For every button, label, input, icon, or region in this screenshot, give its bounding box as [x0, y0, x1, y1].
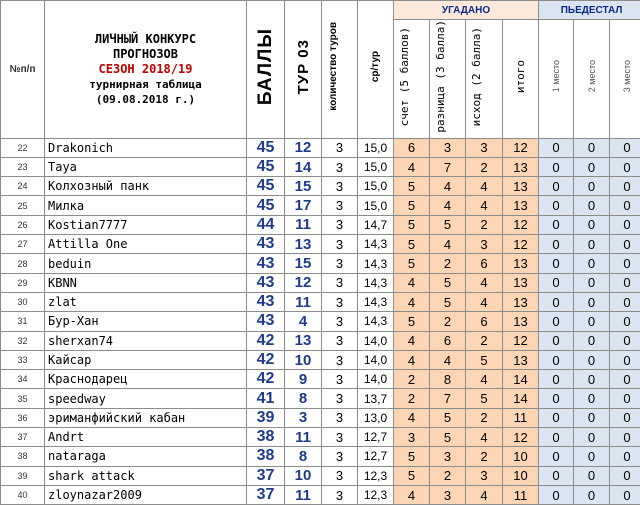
diff-guessed: 5	[430, 408, 466, 427]
player-name: Drakonich	[45, 138, 247, 157]
tour-points: 15	[285, 177, 322, 196]
outcome-guessed: 4	[466, 428, 503, 447]
table-row	[1, 292, 640, 311]
place-1-count: 0	[539, 177, 574, 196]
tour-points: 11	[285, 485, 322, 504]
header-tour: ТУР 03	[285, 1, 322, 139]
points: 38	[247, 447, 285, 466]
points: 37	[247, 485, 285, 504]
player-name: KBNN	[45, 273, 247, 292]
diff-guessed: 4	[430, 350, 466, 369]
row-num: 40	[1, 485, 45, 504]
total-guessed: 12	[503, 235, 539, 254]
avg-per-tour: 15,0	[358, 157, 394, 176]
place-2-count: 0	[574, 485, 610, 504]
outcome-guessed: 4	[466, 177, 503, 196]
podium-group-header: ПЬЕДЕСТАЛ	[539, 1, 640, 20]
row-num: 34	[1, 370, 45, 389]
player-name: Andrt	[45, 428, 247, 447]
table-row	[1, 157, 640, 176]
player-name: zloynazar2009	[45, 485, 247, 504]
diff-guessed: 8	[430, 370, 466, 389]
place-2-count: 0	[574, 235, 610, 254]
table-row	[1, 215, 640, 234]
place-1-count: 0	[539, 138, 574, 157]
place-3-count: 0	[610, 196, 640, 215]
place-2-count: 0	[574, 196, 610, 215]
outcome-guessed: 5	[466, 389, 503, 408]
table-row	[1, 196, 640, 215]
points: 42	[247, 331, 285, 350]
row-num: 28	[1, 254, 45, 273]
place-3-count: 0	[610, 215, 640, 234]
tour-points: 10	[285, 350, 322, 369]
score-guessed: 5	[394, 177, 430, 196]
diff-guessed: 5	[430, 273, 466, 292]
diff-guessed: 5	[430, 428, 466, 447]
avg-per-tour: 14,0	[358, 370, 394, 389]
row-num: 29	[1, 273, 45, 292]
place-2-count: 0	[574, 389, 610, 408]
tours-count: 3	[322, 350, 358, 369]
avg-per-tour: 15,0	[358, 196, 394, 215]
avg-per-tour: 14,7	[358, 215, 394, 234]
tour-points: 11	[285, 428, 322, 447]
title-line-2: ПРОГНОЗОВ	[45, 47, 246, 62]
diff-guessed: 2	[430, 466, 466, 485]
total-guessed: 13	[503, 177, 539, 196]
row-num: 32	[1, 331, 45, 350]
avg-per-tour: 14,3	[358, 292, 394, 311]
tour-points: 17	[285, 196, 322, 215]
points: 37	[247, 466, 285, 485]
outcome-guessed: 2	[466, 215, 503, 234]
place-1-count: 0	[539, 215, 574, 234]
points: 45	[247, 157, 285, 176]
table-row	[1, 466, 640, 485]
player-name: sherxan74	[45, 331, 247, 350]
total-guessed: 13	[503, 312, 539, 331]
points: 44	[247, 215, 285, 234]
points: 45	[247, 196, 285, 215]
total-guessed: 13	[503, 157, 539, 176]
diff-guessed: 4	[430, 196, 466, 215]
tours-count: 3	[322, 215, 358, 234]
place-3-count: 0	[610, 138, 640, 157]
player-name: shark attack	[45, 466, 247, 485]
points: 43	[247, 235, 285, 254]
place-2-count: 0	[574, 312, 610, 331]
outcome-guessed: 2	[466, 157, 503, 176]
outcome-guessed: 4	[466, 273, 503, 292]
tours-count: 3	[322, 177, 358, 196]
place-1-count: 0	[539, 273, 574, 292]
place-3-count: 0	[610, 312, 640, 331]
outcome-guessed: 3	[466, 235, 503, 254]
diff-guessed: 7	[430, 157, 466, 176]
tour-points: 10	[285, 466, 322, 485]
table-row	[1, 254, 640, 273]
place-2-count: 0	[574, 466, 610, 485]
place-3-count: 0	[610, 408, 640, 427]
place-3-count: 0	[610, 157, 640, 176]
avg-per-tour: 14,0	[358, 350, 394, 369]
header-place-3: 3 место	[610, 20, 640, 139]
score-guessed: 5	[394, 196, 430, 215]
score-guessed: 4	[394, 331, 430, 350]
place-3-count: 0	[610, 447, 640, 466]
avg-per-tour: 12,7	[358, 428, 394, 447]
place-2-count: 0	[574, 447, 610, 466]
tour-points: 12	[285, 138, 322, 157]
diff-guessed: 3	[430, 485, 466, 504]
place-3-count: 0	[610, 254, 640, 273]
row-num: 38	[1, 447, 45, 466]
score-guessed: 5	[394, 235, 430, 254]
player-name: Милка	[45, 196, 247, 215]
tours-count: 3	[322, 370, 358, 389]
outcome-guessed: 4	[466, 196, 503, 215]
header-place-1: 1 место	[539, 20, 574, 139]
place-3-count: 0	[610, 466, 640, 485]
score-guessed: 4	[394, 408, 430, 427]
player-name: speedway	[45, 389, 247, 408]
row-num: 36	[1, 408, 45, 427]
points: 43	[247, 273, 285, 292]
total-guessed: 10	[503, 447, 539, 466]
row-num: 31	[1, 312, 45, 331]
season-label: СЕЗОН 2018/19	[45, 62, 246, 77]
tour-points: 13	[285, 331, 322, 350]
place-2-count: 0	[574, 428, 610, 447]
points: 43	[247, 292, 285, 311]
total-guessed: 13	[503, 273, 539, 292]
outcome-guessed: 2	[466, 408, 503, 427]
score-guessed: 5	[394, 215, 430, 234]
place-2-count: 0	[574, 292, 610, 311]
player-name: Кайсар	[45, 350, 247, 369]
tour-points: 15	[285, 254, 322, 273]
place-2-count: 0	[574, 254, 610, 273]
player-name: Kostian7777	[45, 215, 247, 234]
date-label: (09.08.2018 г.)	[45, 92, 246, 107]
place-1-count: 0	[539, 350, 574, 369]
avg-per-tour: 13,0	[358, 408, 394, 427]
header-total: итого	[503, 20, 539, 139]
points: 42	[247, 370, 285, 389]
points: 39	[247, 408, 285, 427]
place-1-count: 0	[539, 447, 574, 466]
tours-count: 3	[322, 254, 358, 273]
total-guessed: 14	[503, 370, 539, 389]
outcome-guessed: 3	[466, 138, 503, 157]
tours-count: 3	[322, 466, 358, 485]
outcome-guessed: 2	[466, 447, 503, 466]
header-outcome: исход (2 балла)	[466, 20, 503, 139]
table-row	[1, 389, 640, 408]
tours-count: 3	[322, 428, 358, 447]
avg-per-tour: 14,3	[358, 312, 394, 331]
place-3-count: 0	[610, 370, 640, 389]
total-guessed: 13	[503, 254, 539, 273]
avg-per-tour: 15,0	[358, 138, 394, 157]
row-num: 22	[1, 138, 45, 157]
place-2-count: 0	[574, 273, 610, 292]
player-name: Attilla One	[45, 235, 247, 254]
player-name: Краснодарец	[45, 370, 247, 389]
place-3-count: 0	[610, 177, 640, 196]
place-3-count: 0	[610, 292, 640, 311]
place-1-count: 0	[539, 485, 574, 504]
row-num: 30	[1, 292, 45, 311]
avg-per-tour: 14,3	[358, 273, 394, 292]
place-1-count: 0	[539, 331, 574, 350]
row-num: 26	[1, 215, 45, 234]
score-guessed: 4	[394, 292, 430, 311]
outcome-guessed: 3	[466, 466, 503, 485]
total-guessed: 11	[503, 408, 539, 427]
avg-per-tour: 13,7	[358, 389, 394, 408]
points: 45	[247, 138, 285, 157]
standings-body	[1, 138, 640, 505]
total-guessed: 12	[503, 428, 539, 447]
tours-count: 3	[322, 389, 358, 408]
table-row	[1, 273, 640, 292]
row-num: 25	[1, 196, 45, 215]
points: 43	[247, 254, 285, 273]
place-1-count: 0	[539, 408, 574, 427]
place-1-count: 0	[539, 312, 574, 331]
place-1-count: 0	[539, 254, 574, 273]
row-num: 35	[1, 389, 45, 408]
table-row	[1, 235, 640, 254]
tours-count: 3	[322, 312, 358, 331]
subtitle: турнирная таблица	[45, 77, 246, 92]
tours-count: 3	[322, 408, 358, 427]
header-points: БАЛЛЫ	[247, 1, 285, 139]
outcome-guessed: 4	[466, 292, 503, 311]
row-num: 39	[1, 466, 45, 485]
outcome-guessed: 2	[466, 331, 503, 350]
avg-per-tour: 14,3	[358, 235, 394, 254]
header-avg: ср/тур	[358, 1, 394, 139]
tours-count: 3	[322, 196, 358, 215]
points: 45	[247, 177, 285, 196]
table-row	[1, 370, 640, 389]
avg-per-tour: 14,3	[358, 254, 394, 273]
outcome-guessed: 5	[466, 350, 503, 369]
outcome-guessed: 6	[466, 312, 503, 331]
tours-count: 3	[322, 485, 358, 504]
diff-guessed: 7	[430, 389, 466, 408]
tours-count: 3	[322, 292, 358, 311]
table-row	[1, 312, 640, 331]
total-guessed: 11	[503, 485, 539, 504]
header-place-2: 2 место	[574, 20, 610, 139]
total-guessed: 12	[503, 215, 539, 234]
tours-count: 3	[322, 273, 358, 292]
header-diff: разница (3 балла)	[430, 20, 466, 139]
place-3-count: 0	[610, 331, 640, 350]
tour-points: 14	[285, 157, 322, 176]
avg-per-tour: 14,0	[358, 331, 394, 350]
place-1-count: 0	[539, 389, 574, 408]
place-2-count: 0	[574, 408, 610, 427]
row-num: 37	[1, 428, 45, 447]
place-1-count: 0	[539, 370, 574, 389]
player-name: nataraga	[45, 447, 247, 466]
place-2-count: 0	[574, 215, 610, 234]
row-num: 33	[1, 350, 45, 369]
tours-count: 3	[322, 157, 358, 176]
diff-guessed: 4	[430, 235, 466, 254]
diff-guessed: 3	[430, 447, 466, 466]
tour-points: 8	[285, 447, 322, 466]
guessed-group-header: УГАДАНО	[394, 1, 539, 20]
player-name: Бур-Хан	[45, 312, 247, 331]
score-guessed: 5	[394, 466, 430, 485]
place-2-count: 0	[574, 331, 610, 350]
title-line-1: ЛИЧНЫЙ КОНКУРС	[45, 32, 246, 47]
total-guessed: 13	[503, 196, 539, 215]
place-1-count: 0	[539, 428, 574, 447]
total-guessed: 10	[503, 466, 539, 485]
score-guessed: 4	[394, 485, 430, 504]
tour-points: 13	[285, 235, 322, 254]
tour-points: 3	[285, 408, 322, 427]
points: 41	[247, 389, 285, 408]
place-1-count: 0	[539, 292, 574, 311]
outcome-guessed: 4	[466, 485, 503, 504]
table-row	[1, 408, 640, 427]
player-name: Taya	[45, 157, 247, 176]
tour-points: 11	[285, 292, 322, 311]
score-guessed: 2	[394, 370, 430, 389]
score-guessed: 4	[394, 157, 430, 176]
tour-points: 4	[285, 312, 322, 331]
table-row	[1, 331, 640, 350]
row-num: 27	[1, 235, 45, 254]
total-guessed: 12	[503, 331, 539, 350]
score-guessed: 5	[394, 447, 430, 466]
avg-per-tour: 12,7	[358, 447, 394, 466]
row-num: 23	[1, 157, 45, 176]
score-guessed: 4	[394, 273, 430, 292]
tours-count: 3	[322, 447, 358, 466]
player-name: beduin	[45, 254, 247, 273]
score-guessed: 5	[394, 254, 430, 273]
total-guessed: 13	[503, 292, 539, 311]
place-2-count: 0	[574, 370, 610, 389]
score-guessed: 2	[394, 389, 430, 408]
place-2-count: 0	[574, 177, 610, 196]
player-name: Колхозный панк	[45, 177, 247, 196]
header-tours-count: количество туров	[322, 1, 358, 139]
score-guessed: 6	[394, 138, 430, 157]
total-guessed: 14	[503, 389, 539, 408]
diff-guessed: 2	[430, 254, 466, 273]
table-row	[1, 138, 640, 157]
score-guessed: 5	[394, 312, 430, 331]
total-guessed: 13	[503, 350, 539, 369]
tours-count: 3	[322, 331, 358, 350]
diff-guessed: 6	[430, 331, 466, 350]
header-num: №п/п	[1, 1, 45, 139]
tours-count: 3	[322, 235, 358, 254]
avg-per-tour: 12,3	[358, 466, 394, 485]
place-3-count: 0	[610, 350, 640, 369]
table-row	[1, 485, 640, 504]
tour-points: 8	[285, 389, 322, 408]
avg-per-tour: 12,3	[358, 485, 394, 504]
place-1-count: 0	[539, 235, 574, 254]
table-row	[1, 350, 640, 369]
table-row	[1, 447, 640, 466]
place-3-count: 0	[610, 389, 640, 408]
avg-per-tour: 15,0	[358, 177, 394, 196]
table-row	[1, 428, 640, 447]
place-3-count: 0	[610, 235, 640, 254]
place-1-count: 0	[539, 157, 574, 176]
place-1-count: 0	[539, 466, 574, 485]
place-3-count: 0	[610, 485, 640, 504]
points: 42	[247, 350, 285, 369]
score-guessed: 3	[394, 428, 430, 447]
points: 43	[247, 312, 285, 331]
place-3-count: 0	[610, 273, 640, 292]
diff-guessed: 5	[430, 292, 466, 311]
place-2-count: 0	[574, 350, 610, 369]
diff-guessed: 5	[430, 215, 466, 234]
row-num: 24	[1, 177, 45, 196]
score-guessed: 4	[394, 350, 430, 369]
outcome-guessed: 6	[466, 254, 503, 273]
diff-guessed: 4	[430, 177, 466, 196]
tour-points: 9	[285, 370, 322, 389]
header-score: счет (5 баллов)	[394, 20, 430, 139]
place-2-count: 0	[574, 157, 610, 176]
tour-points: 12	[285, 273, 322, 292]
tours-count: 3	[322, 138, 358, 157]
table-row	[1, 177, 640, 196]
outcome-guessed: 4	[466, 370, 503, 389]
diff-guessed: 2	[430, 312, 466, 331]
player-name: эриманфийский кабан	[45, 408, 247, 427]
place-3-count: 0	[610, 428, 640, 447]
diff-guessed: 3	[430, 138, 466, 157]
place-1-count: 0	[539, 196, 574, 215]
total-guessed: 12	[503, 138, 539, 157]
points: 38	[247, 428, 285, 447]
title-block	[45, 1, 247, 139]
place-2-count: 0	[574, 138, 610, 157]
tour-points: 11	[285, 215, 322, 234]
player-name: zlat	[45, 292, 247, 311]
